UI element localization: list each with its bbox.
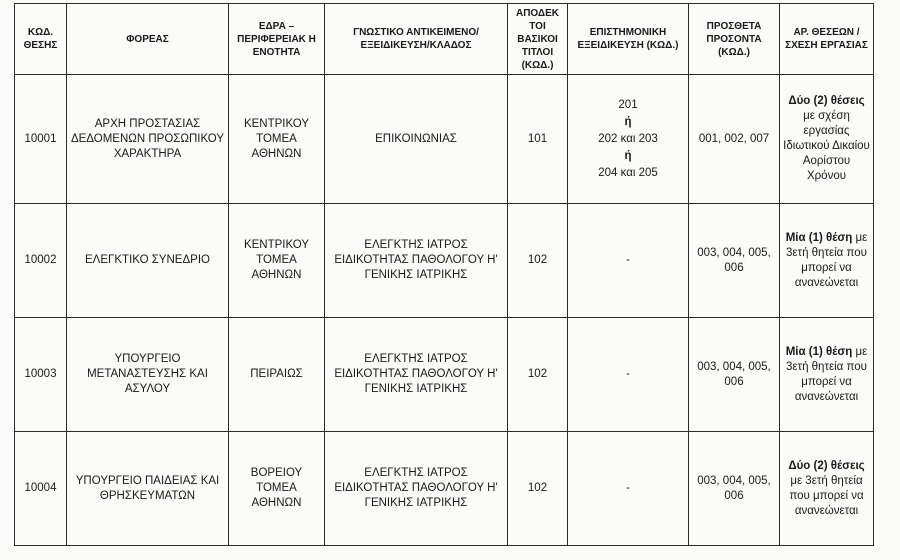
positions-count: Δύο (2) θέσεις	[788, 459, 865, 472]
cell-location: ΚΕΝΤΡΙΚΟΥ ΤΟΜΕΑ ΑΘΗΝΩΝ	[229, 75, 325, 204]
cell-agency: ΑΡΧΗ ΠΡΟΣΤΑΣΙΑΣ ΔΕΔΟΜΕΝΩΝ ΠΡΟΣΩΠΙΚΟΥ ΧΑΡΑΚΤΗΡΑ	[67, 75, 229, 204]
cell-positions	[780, 432, 874, 546]
cell-code: 10001	[15, 75, 67, 204]
table-row	[15, 75, 874, 204]
cell-location: ΒΟΡΕΙΟΥ ΤΟΜΕΑ ΑΘΗΝΩΝ	[229, 432, 325, 546]
cell-extra-qualifications: 003, 004, 005, 006	[689, 318, 780, 432]
cell-extra-qualifications: 003, 004, 005, 006	[689, 432, 780, 546]
cell-field: ΕΛΕΓΚΤΗΣ ΙΑΤΡΟΣ ΕΙΔΙΚΟΤΗΤΑΣ ΠΑΘΟΛΟΓΟΥ Η' ΓΕΝΙΚΗΣ ΙΑΤΡΙΚΗΣ	[325, 204, 508, 318]
cell-specialization	[568, 75, 689, 204]
cell-location: ΠΕΙΡΑΙΩΣ	[229, 318, 325, 432]
header-positions: ΑΡ. ΘΕΣΕΩΝ / ΣΧΕΣΗ ΕΡΓΑΣΙΑΣ	[780, 4, 874, 75]
cell-extra-qualifications: 001, 002, 007	[689, 75, 780, 204]
cell-code: 10004	[15, 432, 67, 546]
header-field: ΓΝΩΣΤΙΚΟ ΑΝΤΙΚΕΙΜΕΝΟ/ ΕΞΕΙΔΙΚΕΥΣΗ/ΚΛΑΔΟΣ	[325, 4, 508, 75]
cell-location: ΚΕΝΤΡΙΚΟΥ ΤΟΜΕΑ ΑΘΗΝΩΝ	[229, 204, 325, 318]
spec-or: ή	[624, 149, 632, 162]
cell-degree: 101	[508, 75, 568, 204]
positions-relation: με 3ετή θητεία που μπορεί να ανανεώνεται	[786, 231, 868, 289]
table-row	[15, 318, 874, 432]
cell-field: ΕΛΕΓΚΤΗΣ ΙΑΤΡΟΣ ΕΙΔΙΚΟΤΗΤΑΣ ΠΑΘΟΛΟΓΟΥ Η' ΓΕΝΙΚΗΣ ΙΑΤΡΙΚΗΣ	[325, 318, 508, 432]
header-row	[15, 4, 874, 75]
cell-specialization: -	[568, 432, 689, 546]
spec-or: ή	[624, 115, 632, 128]
positions-count: Μία (1) θέση	[785, 345, 853, 358]
cell-field: ΕΠΙΚΟΙΝΩΝΙΑΣ	[325, 75, 508, 204]
cell-field: ΕΛΕΓΚΤΗΣ ΙΑΤΡΟΣ ΕΙΔΙΚΟΤΗΤΑΣ ΠΑΘΟΛΟΓΟΥ Η' ΓΕΝΙΚΗΣ ΙΑΤΡΙΚΗΣ	[325, 432, 508, 546]
table-row	[15, 204, 874, 318]
cell-agency: ΕΛΕΓΚΤΙΚΟ ΣΥΝΕΔΡΙΟ	[67, 204, 229, 318]
header-agency: ΦΟΡΕΑΣ	[67, 4, 229, 75]
header-specialization: ΕΠΙΣΤΗΜΟΝΙΚΗ ΕΞΕΙΔΙΚΕΥΣΗ (ΚΩΔ.)	[568, 4, 689, 75]
cell-degree: 102	[508, 318, 568, 432]
header-degree: ΑΠΟΔΕΚ ΤΟΙ ΒΑΣΙΚΟΙ ΤΙΤΛΟΙ (ΚΩΔ.)	[508, 4, 568, 75]
cell-positions	[780, 75, 874, 204]
positions-relation: με 3ετή θητεία που μπορεί να ανανεώνεται	[786, 345, 868, 403]
cell-degree: 102	[508, 432, 568, 546]
cell-agency: ΥΠΟΥΡΓΕΙΟ ΠΑΙΔΕΙΑΣ ΚΑΙ ΘΡΗΣΚΕΥΜΑΤΩΝ	[67, 432, 229, 546]
header-extra-qualifications: ΠΡΟΣΘΕΤΑ ΠΡΟΣΟΝΤΑ (ΚΩΔ.)	[689, 4, 780, 75]
table-row	[15, 432, 874, 546]
positions-table	[14, 3, 874, 546]
cell-specialization: -	[568, 204, 689, 318]
cell-code: 10002	[15, 204, 67, 318]
cell-positions	[780, 318, 874, 432]
header-code: ΚΩΔ. ΘΕΣΗΣ	[15, 4, 67, 75]
positions-count: Δύο (2) θέσεις	[788, 95, 865, 107]
positions-relation: με σχέση εργασίας Ιδιωτικού Δικαίου Αορίστου Χρόνου	[783, 110, 870, 182]
header-location: ΕΔΡΑ – ΠΕΡΙΦΕΡΕΙΑΚ Η ΕΝΟΤΗΤΑ	[229, 4, 325, 75]
spec-option: 204 και 205	[598, 166, 658, 179]
cell-specialization: -	[568, 318, 689, 432]
cell-degree: 102	[508, 204, 568, 318]
cell-agency: ΥΠΟΥΡΓΕΙΟ ΜΕΤΑΝΑΣΤΕΥΣΗΣ ΚΑΙ ΑΣΥΛΟΥ	[67, 318, 229, 432]
cell-code: 10003	[15, 318, 67, 432]
cell-positions	[780, 204, 874, 318]
cell-extra-qualifications: 003, 004, 005, 006	[689, 204, 780, 318]
positions-relation: με 3ετή θητεία που μπορεί να ανανεώνεται	[789, 474, 864, 517]
positions-count: Μία (1) θέση	[785, 231, 853, 244]
spec-option: 201	[618, 98, 638, 111]
spec-option: 202 και 203	[598, 132, 658, 145]
